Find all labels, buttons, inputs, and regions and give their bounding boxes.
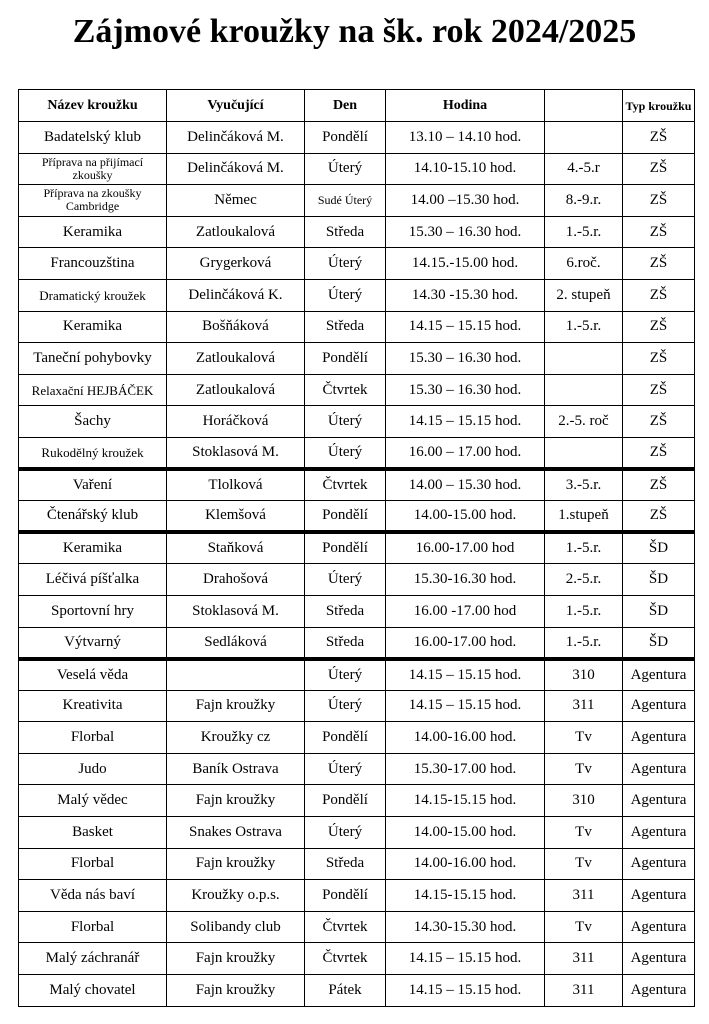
cell-day: Úterý [305,753,386,785]
cell-teacher: Horáčková [167,406,305,438]
cell-name: Šachy [19,406,167,438]
cell-day: Úterý [305,406,386,438]
column-header-grade [545,90,623,122]
table-row [19,690,695,722]
cell-day: Úterý [305,248,386,280]
table-row [19,185,695,217]
cell-type: ZŠ [623,153,695,185]
column-header-time: Hodina [386,90,545,122]
table-row [19,848,695,880]
cell-time: 14.00 – 15.30 hod. [386,469,545,501]
cell-time: 14.00-16.00 hod. [386,848,545,880]
clubs-table [18,89,695,1007]
cell-grade: Tv [545,817,623,849]
cell-type: ZŠ [623,406,695,438]
cell-time: 14.00-15.00 hod. [386,501,545,533]
cell-time: 14.10-15.10 hod. [386,153,545,185]
cell-grade: Tv [545,722,623,754]
cell-teacher: Fajn kroužky [167,943,305,975]
cell-name: Badatelský klub [19,122,167,154]
cell-grade: 1.-5.r. [545,216,623,248]
cell-time: 14.15 – 15.15 hod. [386,690,545,722]
cell-name: Keramika [19,216,167,248]
cell-day: Úterý [305,817,386,849]
cell-teacher: Tlolková [167,469,305,501]
cell-teacher: Snakes Ostrava [167,817,305,849]
cell-teacher: Bošňáková [167,311,305,343]
cell-day: Pondělí [305,501,386,533]
cell-teacher: Stoklasová M. [167,595,305,627]
table-row [19,279,695,311]
cell-type: Agentura [623,690,695,722]
cell-type: ŠD [623,532,695,564]
cell-teacher: Fajn kroužky [167,848,305,880]
cell-grade [545,122,623,154]
cell-type: Agentura [623,880,695,912]
table-row [19,785,695,817]
cell-name: Rukodělný kroužek [19,437,167,469]
cell-type: Agentura [623,722,695,754]
cell-time: 14.30-15.30 hod. [386,911,545,943]
cell-grade: 311 [545,690,623,722]
cell-name: Judo [19,753,167,785]
table-row [19,532,695,564]
cell-name: Relaxační HEJBÁČEK [19,374,167,406]
cell-name: Francouzština [19,248,167,280]
cell-type: ZŠ [623,311,695,343]
cell-type: ZŠ [623,374,695,406]
cell-day: Čtvrtek [305,943,386,975]
cell-time: 14.15-15.15 hod. [386,880,545,912]
cell-name: Malý vědec [19,785,167,817]
cell-name: Basket [19,817,167,849]
cell-teacher: Sedláková [167,627,305,659]
cell-time: 16.00-17.00 hod [386,532,545,564]
cell-teacher: Kroužky cz [167,722,305,754]
cell-type: ZŠ [623,248,695,280]
cell-name: Florbal [19,848,167,880]
table-row [19,722,695,754]
cell-time: 14.15 – 15.15 hod. [386,943,545,975]
cell-time: 16.00-17.00 hod. [386,627,545,659]
table-header-row [19,90,695,122]
table-row [19,911,695,943]
table-row [19,975,695,1007]
cell-time: 16.00 -17.00 hod [386,595,545,627]
cell-day: Úterý [305,564,386,596]
cell-type: ZŠ [623,469,695,501]
column-header-day: Den [305,90,386,122]
table-row [19,659,695,691]
cell-day: Úterý [305,437,386,469]
cell-time: 15.30-16.30 hod. [386,564,545,596]
cell-type: ZŠ [623,185,695,217]
cell-day: Středa [305,595,386,627]
cell-grade: Tv [545,848,623,880]
cell-grade: 4.-5.r [545,153,623,185]
cell-time: 14.15.-15.00 hod. [386,248,545,280]
cell-name: Kreativita [19,690,167,722]
cell-day: Středa [305,216,386,248]
cell-grade: 2.-5.r. [545,564,623,596]
table-row [19,817,695,849]
table-row [19,943,695,975]
cell-type: Agentura [623,975,695,1007]
cell-teacher: Grygerková [167,248,305,280]
cell-name: Dramatický kroužek [19,279,167,311]
cell-time: 15.30 – 16.30 hod. [386,343,545,375]
cell-teacher: Zatloukalová [167,374,305,406]
cell-name: Léčivá píšťalka [19,564,167,596]
cell-type: ŠD [623,595,695,627]
cell-grade: 311 [545,880,623,912]
cell-type: ZŠ [623,343,695,375]
cell-teacher: Fajn kroužky [167,690,305,722]
table-row [19,753,695,785]
cell-day: Pátek [305,975,386,1007]
cell-type: Agentura [623,785,695,817]
cell-teacher: Delinčáková M. [167,153,305,185]
cell-time: 14.00-15.00 hod. [386,817,545,849]
cell-time: 14.15 – 15.15 hod. [386,975,545,1007]
cell-day: Pondělí [305,532,386,564]
cell-grade: 311 [545,943,623,975]
cell-grade: 1.-5.r. [545,532,623,564]
cell-name: Příprava na zkoušky Cambridge [19,185,167,217]
cell-name: Keramika [19,311,167,343]
cell-grade: 3.-5.r. [545,469,623,501]
cell-teacher: Baník Ostrava [167,753,305,785]
cell-day: Úterý [305,690,386,722]
cell-type: Agentura [623,848,695,880]
cell-day: Pondělí [305,122,386,154]
cell-type: Agentura [623,943,695,975]
cell-teacher: Klemšová [167,501,305,533]
cell-grade: 6.roč. [545,248,623,280]
cell-time: 15.30 – 16.30 hod. [386,374,545,406]
cell-name: Florbal [19,722,167,754]
cell-grade [545,437,623,469]
cell-teacher: Kroužky o.p.s. [167,880,305,912]
table-row [19,122,695,154]
page-title: Zájmové kroužky na šk. rok 2024/2025 [72,13,637,50]
table-row [19,248,695,280]
cell-teacher [167,659,305,691]
table-row [19,437,695,469]
table-body [19,122,695,1007]
cell-day: Pondělí [305,343,386,375]
cell-day: Pondělí [305,880,386,912]
cell-grade: 1.-5.r. [545,311,623,343]
cell-teacher: Fajn kroužky [167,785,305,817]
cell-name: Florbal [19,911,167,943]
cell-grade: 311 [545,975,623,1007]
column-header-name: Název kroužku [19,90,167,122]
cell-grade: 1.-5.r. [545,595,623,627]
cell-time: 15.30 – 16.30 hod. [386,216,545,248]
cell-teacher: Delinčáková M. [167,122,305,154]
cell-teacher: Staňková [167,532,305,564]
cell-type: Agentura [623,911,695,943]
table-row [19,501,695,533]
table-row [19,627,695,659]
cell-time: 14.00 –15.30 hod. [386,185,545,217]
column-header-type: Typ kroužku [623,90,695,122]
cell-type: Agentura [623,659,695,691]
cell-teacher: Solibandy club [167,911,305,943]
table-row [19,595,695,627]
cell-teacher: Delinčáková K. [167,279,305,311]
table-row [19,216,695,248]
cell-grade: 1.stupeň [545,501,623,533]
table-row [19,880,695,912]
cell-type: Agentura [623,817,695,849]
cell-teacher: Němec [167,185,305,217]
cell-time: 14.15 – 15.15 hod. [386,406,545,438]
cell-type: ZŠ [623,216,695,248]
cell-name: Taneční pohybovky [19,343,167,375]
cell-time: 14.00-16.00 hod. [386,722,545,754]
cell-teacher: Zatloukalová [167,343,305,375]
cell-grade: 2. stupeň [545,279,623,311]
table-row [19,564,695,596]
cell-grade: Tv [545,753,623,785]
table-row [19,374,695,406]
cell-time: 14.15-15.15 hod. [386,785,545,817]
table-row [19,153,695,185]
cell-day: Úterý [305,279,386,311]
cell-teacher: Fajn kroužky [167,975,305,1007]
cell-name: Malý chovatel [19,975,167,1007]
cell-day: Úterý [305,659,386,691]
cell-day: Čtvrtek [305,911,386,943]
cell-time: 14.30 -15.30 hod. [386,279,545,311]
cell-name: Veselá věda [19,659,167,691]
cell-time: 14.15 – 15.15 hod. [386,659,545,691]
cell-time: 16.00 – 17.00 hod. [386,437,545,469]
cell-type: ZŠ [623,501,695,533]
cell-name: Sportovní hry [19,595,167,627]
table-row [19,311,695,343]
cell-grade: 310 [545,785,623,817]
cell-grade [545,343,623,375]
cell-type: ŠD [623,564,695,596]
cell-grade [545,374,623,406]
cell-day: Čtvrtek [305,469,386,501]
cell-grade: 8.-9.r. [545,185,623,217]
cell-time: 13.10 – 14.10 hod. [386,122,545,154]
cell-name: Příprava na přijímací zkoušky [19,153,167,185]
cell-day: Sudé Úterý [305,185,386,217]
cell-teacher: Drahošová [167,564,305,596]
cell-type: ZŠ [623,122,695,154]
cell-day: Pondělí [305,785,386,817]
cell-day: Středa [305,311,386,343]
cell-name: Keramika [19,532,167,564]
cell-name: Čtenářský klub [19,501,167,533]
cell-type: ŠD [623,627,695,659]
cell-grade: 2.-5. roč [545,406,623,438]
table-row [19,469,695,501]
cell-type: Agentura [623,753,695,785]
cell-grade: 310 [545,659,623,691]
cell-type: ZŠ [623,279,695,311]
column-header-teacher: Vyučující [167,90,305,122]
cell-day: Středa [305,848,386,880]
cell-day: Středa [305,627,386,659]
cell-day: Pondělí [305,722,386,754]
cell-teacher: Stoklasová M. [167,437,305,469]
table-row [19,343,695,375]
cell-name: Malý záchranář [19,943,167,975]
cell-day: Čtvrtek [305,374,386,406]
cell-name: Vaření [19,469,167,501]
cell-name: Věda nás baví [19,880,167,912]
cell-time: 14.15 – 15.15 hod. [386,311,545,343]
cell-grade: Tv [545,911,623,943]
cell-name: Výtvarný [19,627,167,659]
cell-time: 15.30-17.00 hod. [386,753,545,785]
table-row [19,406,695,438]
cell-grade: 1.-5.r. [545,627,623,659]
cell-day: Úterý [305,153,386,185]
cell-type: ZŠ [623,437,695,469]
cell-teacher: Zatloukalová [167,216,305,248]
